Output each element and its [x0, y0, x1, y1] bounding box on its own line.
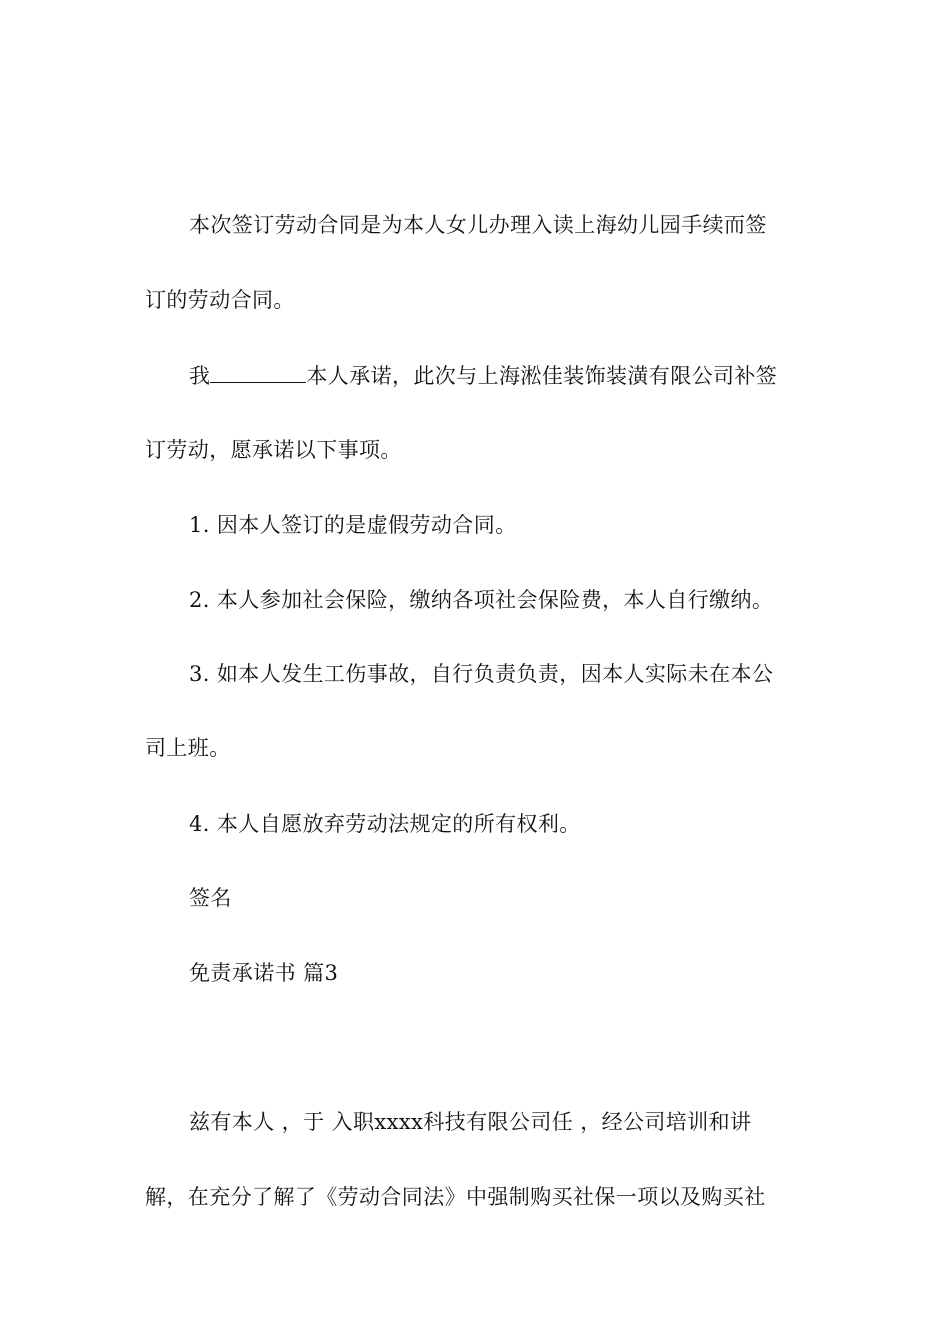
paragraph-line-with-blank	[189, 362, 777, 390]
list-item: 2. 本人参加社会保险，缴纳各项社会保险费，本人自行缴纳。	[189, 588, 774, 612]
paragraph-text: 我	[189, 364, 211, 388]
paragraph-line: 本次签订劳动合同是为本人女儿办理入读上海幼儿园手续而签	[189, 213, 767, 237]
section-title: 免责承诺书 篇3	[189, 961, 339, 985]
name-blank	[210, 362, 306, 383]
signature-label: 签名	[189, 886, 232, 910]
paragraph-text: 本人承诺，此次与上海淞佳装饰装潢有限公司补签	[306, 364, 778, 388]
paragraph-line: 订的劳动合同。	[145, 288, 295, 312]
list-item-continuation: 司上班。	[145, 736, 231, 760]
paragraph-line: 兹有本人 ，于 入职xxxx科技有限公司任 ，经公司培训和讲	[189, 1110, 752, 1134]
paragraph-line: 订劳动，愿承诺以下事项。	[145, 438, 402, 462]
list-item: 4. 本人自愿放弃劳动法规定的所有权利。	[189, 812, 581, 836]
paragraph-line: 解，在充分了解了《劳动合同法》中强制购买社保一项以及购买社	[145, 1185, 766, 1209]
list-item: 1. 因本人签订的是虚假劳动合同。	[189, 513, 517, 537]
list-item: 3. 如本人发生工伤事故，自行负责负责，因本人实际未在本公	[189, 662, 774, 686]
